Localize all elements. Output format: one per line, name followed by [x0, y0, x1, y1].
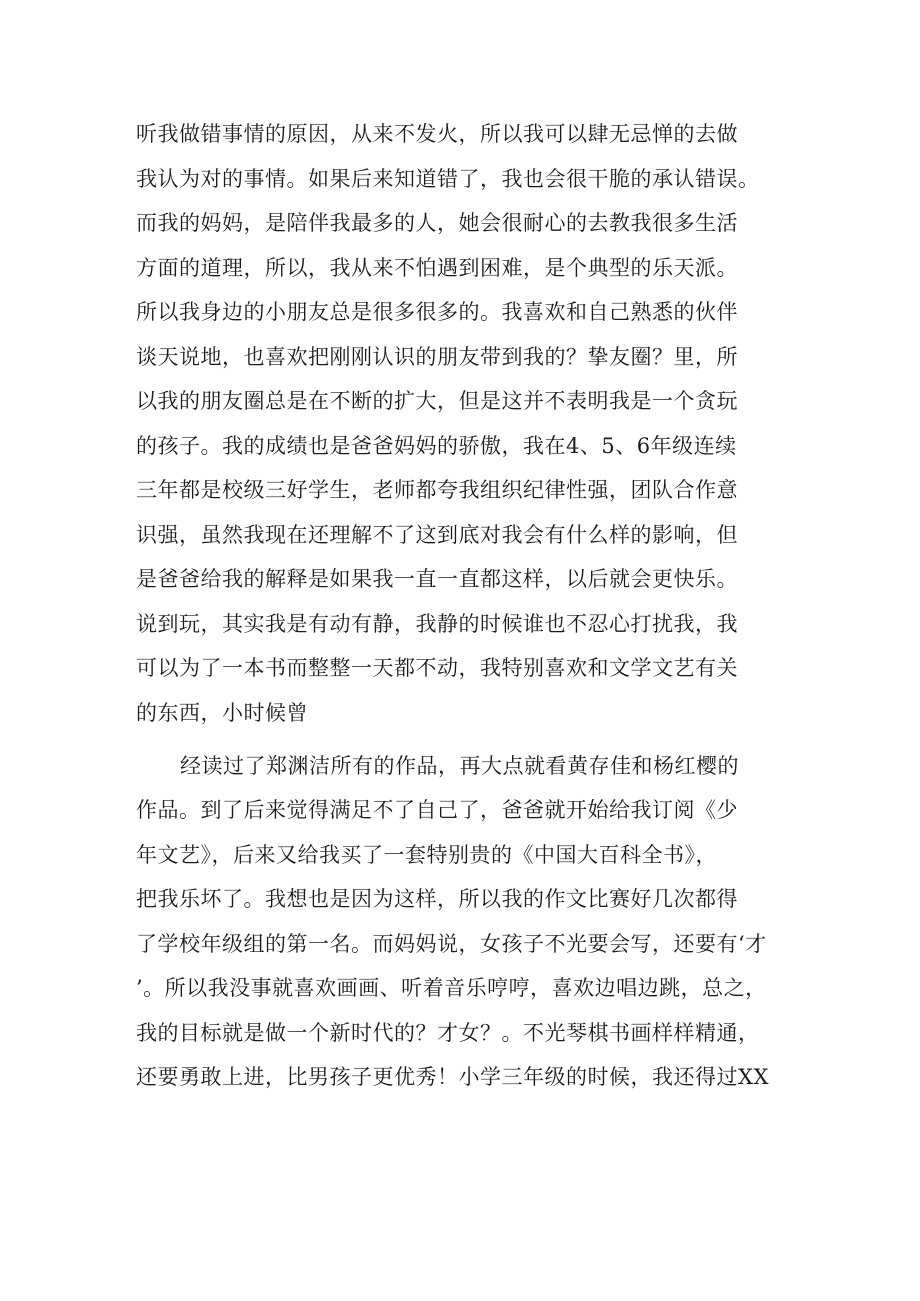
text-line: 以我的朋友圈总是在不断的扩大，但是这并不表明我是一个贪玩: [136, 389, 738, 413]
text-line: 是爸爸给我的解释是如果我一直一直都这样，以后就会更快乐。: [136, 567, 738, 591]
text-line: 我的目标就是做一个新时代的？才女？。不光琴棋书画样样精通，: [136, 1021, 760, 1045]
text-line: 的孩子。我的成绩也是爸爸妈妈的骄傲，我在4、5、6年级连续: [136, 434, 737, 458]
text-line: 方面的道理，所以，我从来不怕遇到困难，是个典型的乐天派。: [136, 256, 738, 280]
text-line: 我认为对的事情。如果后来知道错了，我也会很干脆的承认错误。: [136, 167, 760, 191]
text-line: 年文艺》，后来又给我买了一套特别贵的《中国大百科全书》，: [136, 843, 717, 867]
text-line-indented: 经读过了郑渊洁所有的作品，再大点就看黄存佳和杨红樱的: [180, 754, 739, 778]
text-line: 识强，虽然我现在还理解不了这到底对我会有什么样的影响，但: [136, 523, 738, 547]
text-line: 三年都是校级三好学生，老师都夸我组织纪律性强，团队合作意: [136, 478, 738, 502]
text-line: 而我的妈妈，是陪伴我最多的人，她会很耐心的去教我很多生活: [136, 211, 738, 235]
text-line: ’。所以我没事就喜欢画画、听着音乐哼哼，喜欢边唱边跳，总之，: [136, 976, 767, 1000]
text-line: 所以我身边的小朋友总是很多很多的。我喜欢和自己熟悉的伙伴: [136, 300, 738, 324]
text-line: 可以为了一本书而整整一天都不动，我特别喜欢和文学文艺有关: [136, 656, 738, 680]
text-line: 听我做错事情的原因，从来不发火，所以我可以肆无忌惮的去做: [136, 122, 738, 146]
text-line: 还要勇敢上进，比男孩子更优秀！小学三年级的时候，我还得过XX: [136, 1065, 769, 1089]
text-line: 了学校年级组的第一名。而妈妈说，女孩子不光要会写，还要有‘才: [136, 932, 767, 956]
text-line: 的东西，小时候曾: [136, 701, 308, 725]
text-line: 说到玩，其实我是有动有静，我静的时候谁也不忍心打扰我，我: [136, 612, 738, 636]
text-line: 作品。到了后来觉得满足不了自己了，爸爸就开始给我订阅《少: [136, 798, 738, 822]
text-line: 把我乐坏了。我想也是因为这样，所以我的作文比赛好几次都得: [136, 887, 738, 911]
text-line: 谈天说地，也喜欢把刚刚认识的朋友带到我的？挚友圈？里，所: [136, 345, 738, 369]
